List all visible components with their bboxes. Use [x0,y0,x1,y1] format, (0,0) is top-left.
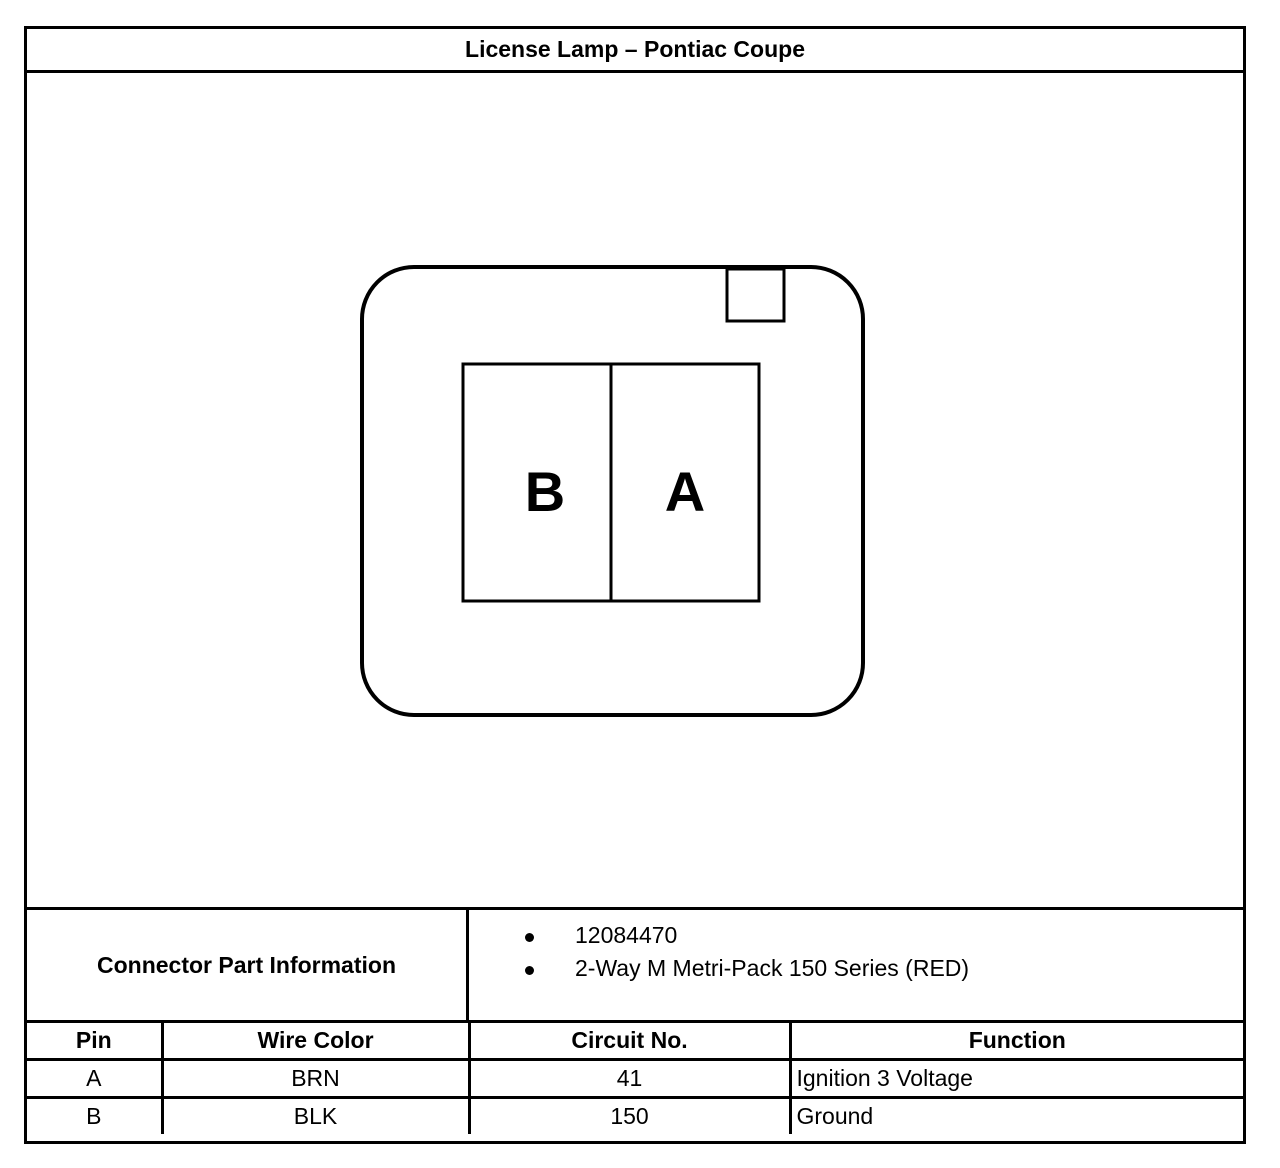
cell-function: Ground [790,1098,1243,1135]
cell-pin: B [27,1098,162,1135]
part-info-label: Connector Part Information [27,910,469,1020]
cell-pin: A [27,1060,162,1098]
cell-function: Ignition 3 Voltage [790,1060,1243,1098]
bullet-icon [525,966,534,975]
connector-diagram [27,73,1243,907]
header-circuit-no: Circuit No. [469,1023,790,1060]
bullet-icon [525,933,534,942]
header-pin: Pin [27,1023,162,1060]
table-row [27,1098,1243,1135]
part-number: 12084470 [575,922,678,948]
pin-table [27,1023,1243,1134]
pin-label-a: A [664,460,706,523]
table-header-row [27,1023,1243,1060]
cell-circuit: 150 [469,1098,790,1135]
cell-circuit: 41 [469,1060,790,1098]
part-info-list [469,910,1243,1020]
table-row [27,1060,1243,1098]
part-description: 2-Way M Metri-Pack 150 Series (RED) [575,955,970,981]
connector-face-drawing [27,73,1243,907]
pin-label-b: B [524,460,566,523]
connector-lock-tab [727,269,784,321]
connector-sheet [24,26,1246,1144]
header-wire-color: Wire Color [162,1023,469,1060]
cell-wire-color: BRN [162,1060,469,1098]
connector-part-information [27,907,1243,1023]
page-title: License Lamp – Pontiac Coupe [27,29,1243,73]
cell-wire-color: BLK [162,1098,469,1135]
header-function: Function [790,1023,1243,1060]
